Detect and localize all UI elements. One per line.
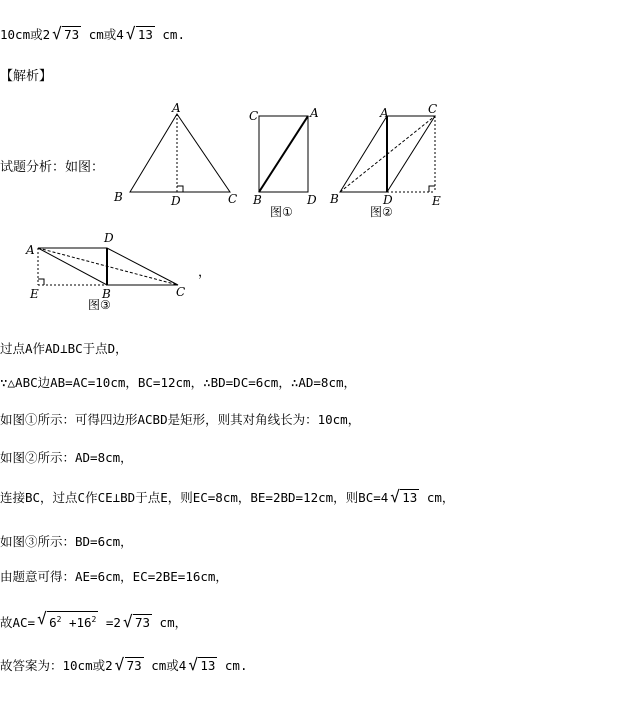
triangle-figure [113,102,237,208]
parallelogram-figure-3 [20,230,220,310]
step-6: 如图③所示：BD=6cm， [0,534,133,549]
step-1: 过点A作AD⊥BC于点D， [0,341,128,356]
svg-text:E: E [432,194,441,208]
svg-text:B: B [114,190,123,204]
final-answer: 故答案为：10cm或2 √ 73 cm或4 √ 13 cm. [0,655,248,674]
figure-comma: ， [198,265,212,280]
svg-text:图②: 图② [370,205,393,219]
section-title: 【解析】 [0,69,53,84]
svg-text:图①: 图① [270,205,293,219]
svg-text:D: D [171,194,181,208]
svg-text:图③: 图③ [88,298,111,310]
step-4: 如图②所示：AD=8cm， [0,450,133,465]
svg-text:D: D [307,193,317,207]
sqrt-13: √ 13 [125,24,153,43]
svg-text:A: A [172,102,181,115]
sqrt-13: √ 13 [188,655,216,674]
step-7: 由题意可得：AE=6cm，EC=2BE=16cm， [0,569,228,584]
sqrt-73: √ 73 [114,655,142,674]
sqrt-73: √ 73 [52,24,80,43]
rectangle-figure-1 [249,106,319,219]
sqrt-sum-of-squares: √ $6^2 +16^2$ [37,609,97,631]
svg-text:B: B [330,192,339,206]
svg-text:A: A [380,106,389,120]
intro-text: 试题分析：如图： [0,160,105,175]
parallelogram-figure-2 [329,102,441,219]
svg-text:A: A [310,106,319,120]
svg-text:C: C [428,102,438,116]
answer-line [0,26,185,44]
answer-part1: 10cm或2 [0,27,51,42]
svg-text:B: B [253,193,262,207]
step-2: ∵△ABC边AB=AC=10cm，BC=12cm，∴BD=DC=6cm，∴AD=8cm， [0,375,357,390]
answer-part3: cm. [154,27,185,42]
svg-text:D: D [104,231,114,245]
svg-text:C: C [176,285,186,299]
svg-text:D: D [383,193,393,207]
step-5: 连接BC，过点C作CE⊥BD于点E，则EC=8cm，BE=2BD=12cm，则BC=4 √ 13 cm， [0,487,455,506]
svg-text:B: B [102,287,111,301]
sqrt-73: √ 73 [122,612,151,632]
svg-text:C: C [249,109,259,123]
svg-text:E: E [30,287,39,301]
sqrt-13: √ 13 [390,487,418,506]
svg-text:C: C [228,192,238,206]
answer-part2: cm或4 [81,27,124,42]
step-8: 故AC= √ $6^2 +16^2 =2$ √ 73 cm， [0,609,188,632]
figures-top [110,102,570,222]
svg-text:A: A [26,243,35,257]
step-3: 如图①所示：可得四边形ACBD是矩形，则其对角线长为：10cm， [0,412,361,427]
